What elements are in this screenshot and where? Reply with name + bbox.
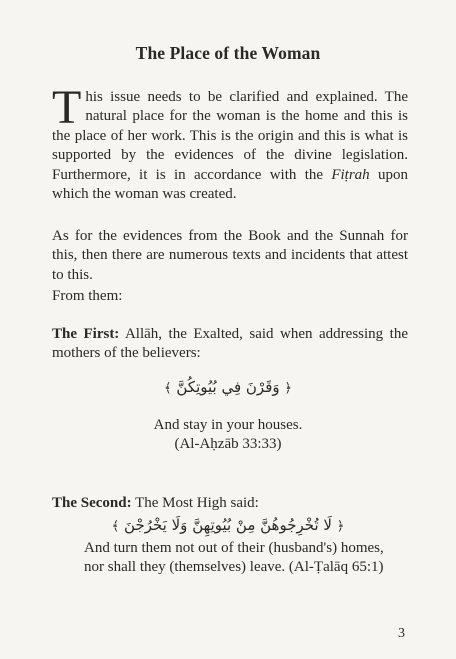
first-translation-text: And stay in your houses. — [153, 417, 303, 433]
first-translation — [0, 416, 456, 455]
chapter-title: The Place of the Woman — [135, 43, 321, 63]
second-label: The Second: — [52, 495, 132, 511]
first-evidence-paragraph — [52, 325, 408, 364]
page-number: 3 — [398, 626, 405, 641]
first-arabic-verse — [0, 378, 456, 396]
from-them-paragraph: From them: — [52, 288, 123, 304]
first-text: Allāh, the Exalted, said when addressing the mothers of the believers: — [52, 326, 408, 362]
drop-cap: T — [52, 81, 82, 134]
second-arabic-text: لَا تُخْرِجُوهُنَّ مِنْ بُيُوتِهِنَّ وَلَا يَخْرُجْنَ — [124, 516, 332, 534]
intro-paragraph — [52, 81, 408, 204]
quran-bracket-open: ﴿ — [284, 381, 293, 396]
second-translation: And turn them not out of their (husband's) homes, nor shall they (themselves) leave. (Al-Ṭalāq 65:1) — [84, 540, 384, 576]
intro-text-end: upon which the woman was created. — [52, 166, 408, 203]
second-arabic-verse — [0, 516, 456, 534]
second-evidence-paragraph — [52, 494, 408, 513]
fitrah-term: Fiṭrah — [331, 166, 370, 183]
quran-bracket-close: ﴾ — [163, 381, 172, 396]
quran-bracket-open-2: ﴿ — [336, 519, 345, 534]
first-label: The First: — [52, 326, 120, 342]
first-arabic-text: وَقَرْنَ فِي بُيُوتِكُنَّ — [176, 378, 280, 396]
evidence-paragraph: As for the evidences from the Book and the Sunnah for this, then there are numerous texts and incidents that attest to this. — [52, 228, 408, 283]
first-reference: (Al-Aḥzāb 33:33) — [174, 436, 282, 453]
intro-text: his issue needs to be clarified and explained. The natural place for the woman is the home and this is the place of her work. This is the origin and this is what is supported by the evidences of the divine legislation. Furthermore, it is in accordance with the — [52, 89, 408, 183]
quran-bracket-close-2: ﴾ — [111, 519, 120, 534]
second-text: The Most High said: — [131, 495, 259, 511]
